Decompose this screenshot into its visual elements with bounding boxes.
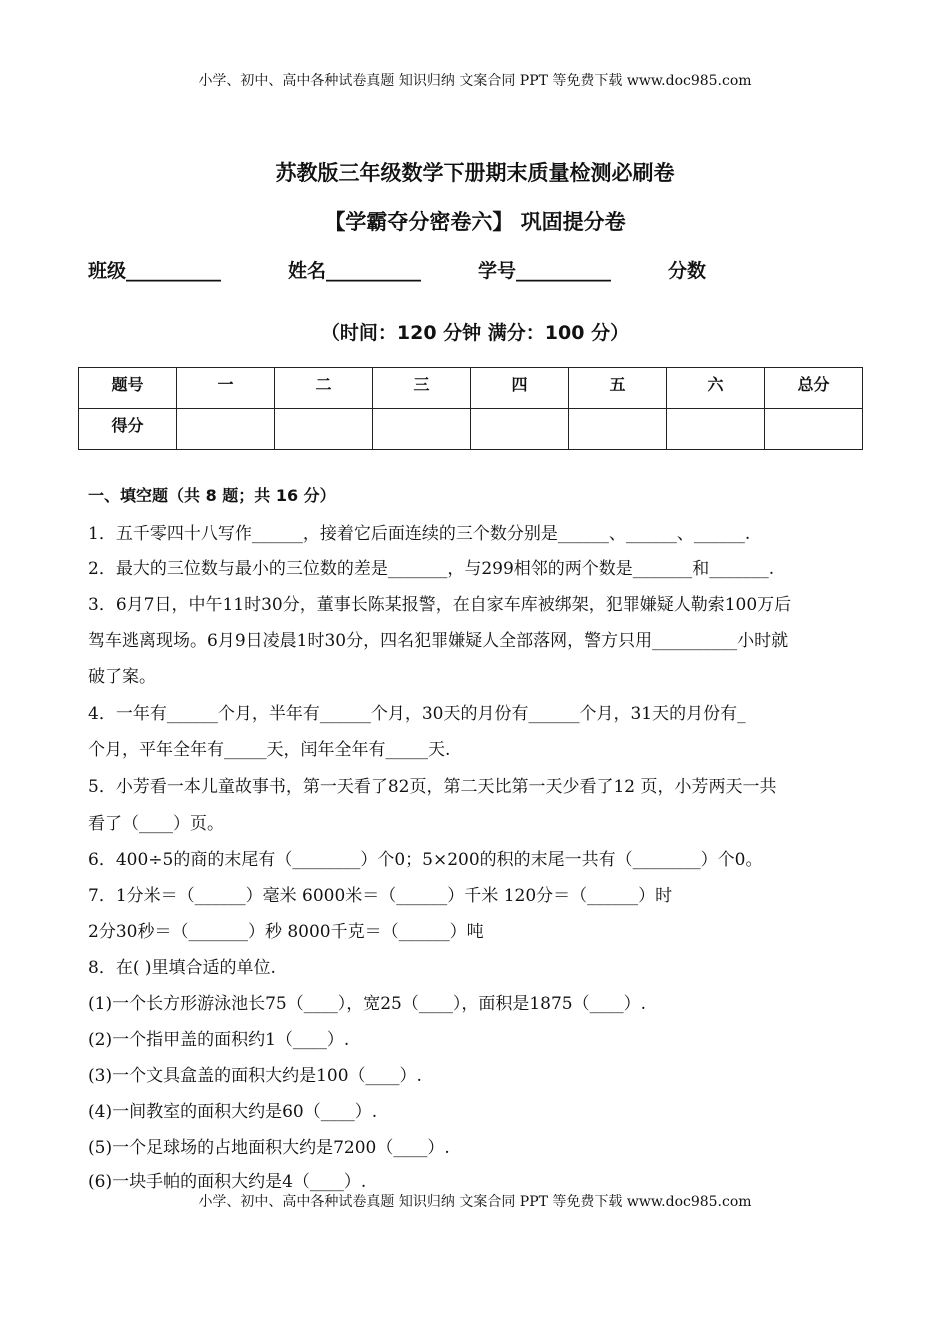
question-line: 1．五千零四十八写作______，接着它后面连续的三个数分别是______、______、______. (88, 524, 751, 544)
question-line: 8．在( )里填合适的单位. (88, 958, 276, 978)
question-line: 5．小芳看一本儿童故事书，第一天看了82页，第二天比第一天少看了12 页，小芳两天一共 (88, 777, 777, 797)
table-cell (471, 409, 569, 450)
question-line: (6)一块手帕的面积大约是4（____）. (88, 1172, 367, 1192)
page-header: 小学、初中、高中各种试卷真题 知识归纳 文案合同 PPT 等免费下载 www.doc985.com (198, 73, 752, 89)
table-cell: 三 (373, 368, 471, 409)
score-table (78, 367, 863, 450)
table-cell (275, 409, 373, 450)
question-line: 驾车逃离现场。6月9日凌晨1时30分，四名犯罪嫌疑人全部落网，警方只用__________小时就 (88, 631, 789, 651)
student-id-field: 学号__________ (478, 260, 612, 282)
question-line: 2分30秒＝（_______）秒 8000千克＝（______）吨 (88, 922, 484, 942)
table-cell: 六 (667, 368, 765, 409)
table-cell (765, 409, 863, 450)
page-subtitle: 【学霸夺分密卷六】 巩固提分卷 (324, 210, 626, 234)
name-field: 姓名__________ (288, 260, 422, 282)
table-cell: 五 (569, 368, 667, 409)
time-info: （时间：120 分钟 满分：100 分） (320, 322, 630, 344)
question-line: (4)一间教室的面积大约是60（____）. (88, 1102, 378, 1122)
table-header-row (79, 368, 863, 409)
table-cell (177, 409, 275, 450)
question-line: 4．一年有______个月，半年有______个月，30天的月份有______个月，31天的月份有_ (88, 704, 746, 724)
question-line: (5)一个足球场的占地面积大约是7200（____）. (88, 1138, 450, 1158)
table-cell: 一 (177, 368, 275, 409)
question-line: 2．最大的三位数与最小的三位数的差是_______，与299相邻的两个数是_______和_______. (88, 559, 775, 579)
table-cell (569, 409, 667, 450)
section-heading: 一、填空题（共 8 题；共 16 分） (88, 486, 336, 505)
score-field: 分数 (668, 260, 707, 282)
question-line: (3)一个文具盒盖的面积大约是100（____）. (88, 1066, 422, 1086)
question-line: (1)一个长方形游泳池长75（____），宽25（____），面积是1875（____）. (88, 994, 647, 1014)
question-line: 个月，平年全年有_____天，闰年全年有_____天. (88, 740, 451, 760)
question-line: 看了（____）页。 (88, 814, 224, 834)
table-cell: 总分 (765, 368, 863, 409)
question-line: 6．400÷5的商的末尾有（________）个0；5×200的积的末尾一共有（________）个0。 (88, 850, 763, 870)
table-cell: 题号 (79, 368, 177, 409)
page-footer: 小学、初中、高中各种试卷真题 知识归纳 文案合同 PPT 等免费下载 www.doc985.com (198, 1194, 752, 1210)
table-cell: 得分 (79, 409, 177, 450)
question-line: 7．1分米＝（______）毫米 6000米＝（______）千米 120分＝（______）时 (88, 886, 673, 906)
table-cell: 二 (275, 368, 373, 409)
table-cell (373, 409, 471, 450)
question-line: (2)一个指甲盖的面积约1（____）. (88, 1030, 350, 1050)
question-line: 3．6月7日，中午11时30分，董事长陈某报警，在自家车库被绑架，犯罪嫌疑人勒索100万后 (88, 595, 792, 615)
table-cell: 四 (471, 368, 569, 409)
page-title: 苏教版三年级数学下册期末质量检测必刷卷 (275, 161, 675, 185)
table-row (79, 409, 863, 450)
question-line: 破了案。 (88, 667, 156, 687)
table-cell (667, 409, 765, 450)
class-field: 班级__________ (88, 260, 222, 282)
